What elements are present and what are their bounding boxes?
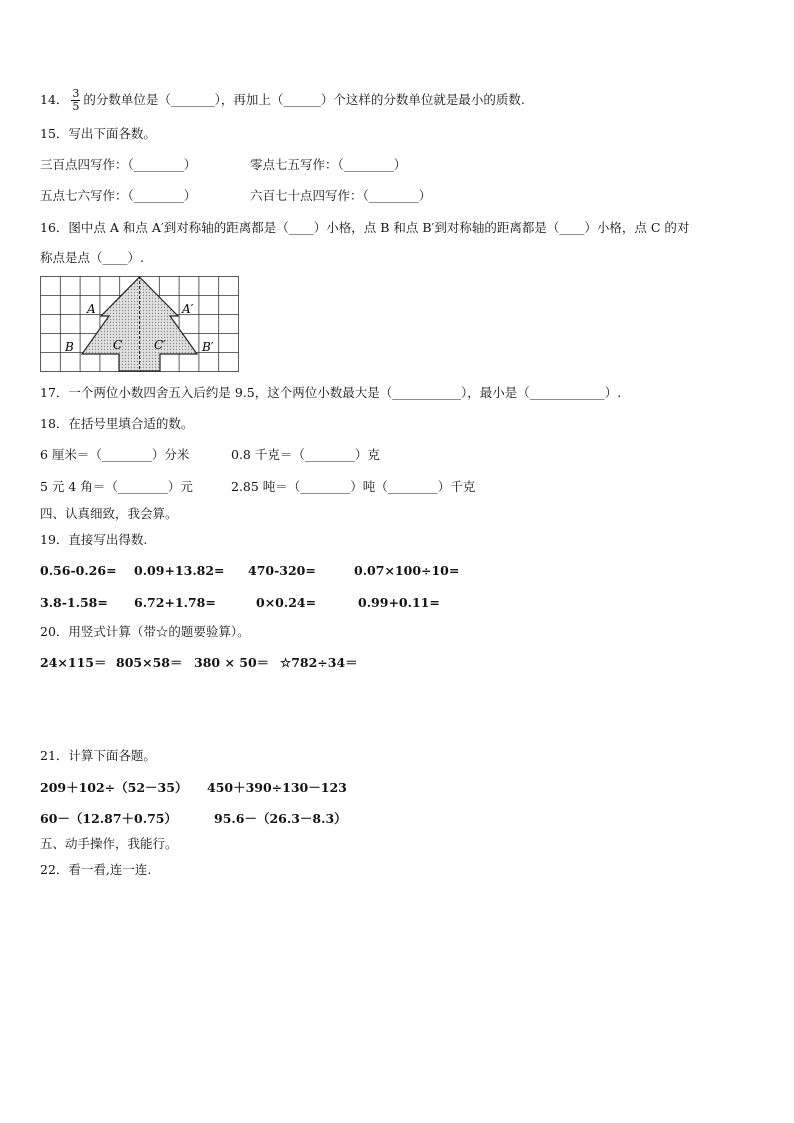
question-19-item: 0.56-0.26= <box>40 563 117 578</box>
question-19-item: 3.8-1.58= <box>40 595 108 610</box>
question-19-item: 0.07×100÷10= <box>354 563 460 578</box>
symmetry-grid-figure <box>40 276 240 372</box>
label-a: A <box>87 302 96 316</box>
question-19-item: 470-320= <box>248 563 316 578</box>
question-21-item: 209＋102÷（52－35） <box>40 780 188 795</box>
question-14-text: 的分数单位是（_______），再加上（______）个这样的分数单位就是最小的质数. <box>83 92 525 107</box>
question-18-item: 2.85 吨＝（________）吨（________）千克 <box>231 479 476 494</box>
question-21-title: 21．计算下面各题。 <box>40 748 156 763</box>
question-18-item: 6 厘米＝（________）分米 <box>40 447 190 462</box>
question-21-item: 60－（12.87＋0.75） <box>40 811 177 826</box>
question-21-item: 95.6－（26.3－8.3） <box>214 811 347 826</box>
label-c-prime: C′ <box>154 338 166 352</box>
question-21-item: 450＋390÷130－123 <box>207 780 347 795</box>
section-4-heading: 四、认真细致，我会算。 <box>40 506 178 521</box>
question-15-title: 15．写出下面各数。 <box>40 126 156 141</box>
question-16-line-2: 称点是点（____）. <box>40 250 144 265</box>
question-20-title: 20．用竖式计算（带☆的题要验算）。 <box>40 624 250 639</box>
label-b-prime: B′ <box>202 340 214 354</box>
question-18-title: 18．在括号里填合适的数。 <box>40 416 194 431</box>
question-20-item: ☆782÷34＝ <box>280 655 358 670</box>
section-5-heading: 五、动手操作，我能行。 <box>40 836 178 851</box>
question-15-item: 零点七五写作：（________） <box>250 157 407 172</box>
question-20-item: 24×115＝ <box>40 655 107 670</box>
question-20-item: 805×58＝ <box>116 655 183 670</box>
question-19-item: 0.99+0.11= <box>358 595 440 610</box>
question-18-item: 5 元 4 角＝（________）元 <box>40 479 193 494</box>
label-b: B <box>65 340 74 354</box>
question-19-item: 0×0.24= <box>256 595 317 610</box>
question-15-item: 六百七十点四写作：（________） <box>250 188 432 203</box>
question-22: 22．看一看,连一连. <box>40 862 152 877</box>
question-14-number: 14． <box>40 92 69 107</box>
question-18-item: 0.8 千克＝（________）克 <box>231 447 380 462</box>
question-16-line-1: 16．图中点 A 和点 A′到对称轴的距离都是（____）小格，点 B 和点 B′到对称轴的距离都是（____）小格，点 C 的对 <box>40 220 690 235</box>
question-17: 17．一个两位小数四舍五入后约是 9.5，这个两位小数最大是（___________），最小是（____________）. <box>40 385 622 400</box>
question-19-item: 0.09+13.82= <box>134 563 225 578</box>
question-19-item: 6.72+1.78= <box>134 595 216 610</box>
question-15-item: 三百点四写作：（________） <box>40 157 197 172</box>
question-15-item: 五点七六写作：（________） <box>40 188 197 203</box>
question-19-title: 19．直接写出得数. <box>40 532 148 547</box>
question-14 <box>40 88 525 113</box>
question-20-item: 380 × 50＝ <box>194 655 270 670</box>
label-a-prime: A′ <box>182 302 194 316</box>
fraction-numerator: 3 <box>72 87 80 100</box>
fraction-denominator: 5 <box>72 100 80 113</box>
label-c: C <box>113 338 123 352</box>
fraction-three-fifths <box>71 88 80 113</box>
